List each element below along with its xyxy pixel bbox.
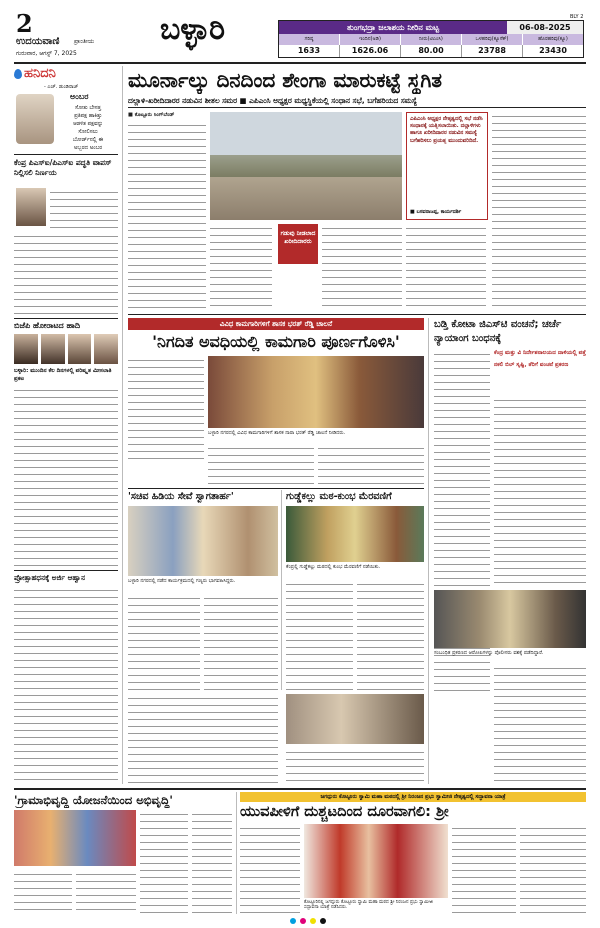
bottom-left-col2: [76, 870, 136, 914]
works-photo: [208, 356, 424, 428]
person-photo: [94, 334, 118, 364]
left-column: [14, 66, 118, 784]
guddhe-photo-2: [286, 694, 424, 744]
bottom-right-photo: [304, 824, 448, 898]
poem-title: ಅಂಬರ: [70, 92, 89, 101]
page-code: BLY 2: [570, 14, 584, 20]
story2-sub: ಬಳ್ಳಾರಿ: ಮುಂದಿನ ಕೆಲ ದಿನಗಳಲ್ಲಿ ಪರಿಷ್ಕೃತ ಮೀಸಲಾತಿ ಪ್ರಕಟ: [14, 368, 112, 382]
works-caption: ಬಳ್ಳಾರಿ ನಗರದಲ್ಲಿ ವಿವಿಧ ಕಾಮಗಾರಿಗಳಿಗೆ ಶಾಸಕ ನಾರಾ ಭರತ್ ರೆಡ್ಡಿ ಚಾಲನೆ ನೀಡಿದರು.: [208, 430, 346, 436]
right-lead-column: [492, 112, 586, 310]
divider: [14, 570, 118, 571]
story1-body-cont: [14, 232, 118, 316]
poem-line: ಪ್ರತಿಪಕ್ಷ ಹಾಕಿತ್ತು: [74, 113, 102, 119]
dam-header-row: [279, 34, 583, 45]
paper-name: ಉದಯವಾಣಿ: [16, 36, 60, 47]
column-rule: [236, 792, 237, 914]
quote-box: [406, 112, 488, 220]
dam-header: ಗರಿಷ್ಠ: [279, 34, 340, 45]
works-col1: [128, 356, 204, 460]
lead-col2: [210, 224, 272, 310]
dam-value: 23430: [539, 46, 567, 55]
story2-headline: ಬಿಜೆಪಿ ಹೋರಾಟದ ಹಾದಿ: [14, 321, 81, 330]
seva-col1: [128, 594, 200, 690]
mid-rule: [128, 488, 424, 489]
column-rule: [428, 318, 429, 784]
guddhe-photo: [286, 506, 424, 562]
guddhe-caption: ಕೆಂಪ್ರಲ್ಲಿ ಗುಡ್ಡೆಕಲ್ಲು ಮಠದಲ್ಲಿ ಕುಂಭ ಮೆರವಣಿಗೆ ನಡೆಯಿತು.: [286, 564, 381, 570]
story3-headline: ಪ್ರೋತ್ಸಾಹಧನಕ್ಕೆ ಅರ್ಜಿ ಆಹ್ವಾನ: [14, 573, 86, 582]
column-rule: [281, 490, 282, 690]
works-col2: [208, 444, 314, 484]
lead-subhead: ದಲ್ಲಾಳಿ-ಖರೀದಿದಾರರ ನಡುವಿನ ಶೀತಲ ಸಮರ ■ ಎಪಿಎಂಸಿ ಅಧ್ಯಕ್ಷರ ಮಧ್ಯಸ್ಥಿಕೆಯಲ್ಲಿ ಸಂಧಾನ ಸಭೆ, ಬಗೆಹರಿಯದ ಸಮಸ್ಯೆ: [128, 96, 417, 105]
story1-headline: ಕೆಂಪ್ರ ಪಿಎಸ್ಐ/ಪಿಎಸ್‌ಐ ಪದ್ಧತಿ ವಾಪಸ್ ನಿಲ್ಲಿಸಲಿ ನಿರ್ಣಯ: [14, 158, 112, 177]
dam-value: 1633: [279, 45, 340, 57]
divider: [14, 318, 118, 319]
dam-value-row: [279, 45, 583, 57]
date-line: ಗುರುವಾರ, ಆಗಸ್ಟ್ 7, 2025: [16, 50, 77, 57]
person-photo: [14, 334, 38, 364]
person-photo: [68, 334, 92, 364]
bottom-right-headline: ಯುವಪೀಳಿಗೆ ದುಶ್ಚಟದಿಂದ ದೂರವಾಗಲಿ: ಶ್ರೀ: [240, 804, 449, 820]
guddhe-col3: [286, 748, 424, 784]
dam-header: ಇಂದಿನ(ಅಡಿ): [340, 34, 401, 45]
bottom-rule: [14, 788, 586, 790]
drop-icon: [14, 69, 22, 79]
story1-body: [50, 188, 118, 230]
edition-label: ಪ್ರಾಂತೀಯ: [74, 38, 95, 45]
lead-rule: [128, 107, 586, 108]
bottom-left-photo: [14, 810, 136, 866]
lead-col4: [406, 224, 486, 310]
bottom-left-col4: [192, 810, 232, 914]
divider: [14, 154, 118, 155]
gst-col3: [494, 664, 586, 784]
honey-author: - ಎಚ್. ಡುಂಡಿರಾಜ್: [44, 84, 79, 90]
bottom-right-col2: [452, 824, 516, 914]
story2-body: [14, 386, 118, 568]
seva-col2: [204, 594, 278, 690]
guddhe-headline: ಗುಡ್ಡೆಕಲ್ಲು ಮಠ-ಕುಂಭ ಮೆರವಣಿಗೆ: [286, 491, 392, 502]
poem-line: ಸೋತು ಬೇಸತ್ತ: [75, 105, 101, 111]
bottom-ribbon: ಜಗದ್ಗುರು ಕೊಟ್ಟೂರು ಸ್ವಾಮಿ ಮಹಾ ಮಠದಲ್ಲಿ ಶ್ರೀ ನಿರಂಜನ ಪ್ರಭು ಸ್ವಾಮೀಜಿ ನೇತೃತ್ವದಲ್ಲಿ ಸದ್ಭಾವನಾ ಯಾತ್ರೆ: [240, 792, 586, 802]
gst-bullet: ನಕಲಿ ಬಿಲ್ ಸೃಷ್ಟಿ, ತೆರಿಗೆ ವಂಚನೆ ಪ್ರಕರಣ: [494, 361, 569, 368]
poet-photo: [16, 94, 54, 144]
bottom-left-headline: 'ಗ್ರಾಮಾಭಿವೃದ್ಧಿ ಯೋಜನೆಯಿಂದ ಅಭಿವೃದ್ಧಿ': [14, 793, 173, 807]
city-title: ಬಳ್ಳಾರಿ: [160, 12, 225, 47]
poem-line: ಬೋರ್ಡ್‌ನಲ್ಲಿ ಈ: [72, 137, 104, 143]
lead-col1: [128, 121, 206, 309]
story1-photo: [16, 188, 46, 226]
page-number: 2: [16, 9, 33, 38]
registration-marks: [290, 918, 330, 924]
gst-caption: ಸಂಬಂಧಿತ ಪ್ರಕರಣದ ಆರೋಪಿಗಳನ್ನು ಪೊಲೀಸರು ವಶಕ್ಕೆ ಪಡೆದಿದ್ದಾರೆ.: [434, 650, 544, 656]
dam-header: ಒಳಹರಿವು(ಕ್ಯೂಸೆಕ್): [462, 34, 523, 45]
quote-text: ಎಪಿಎಂಸಿ ಅಧ್ಯಕ್ಷರ ನೇತೃತ್ವದಲ್ಲಿ ಸಭೆ ನಡೆಸಿ ಸಂಧಾನಕ್ಕೆ ಯತ್ನಿಸಲಾಯಿತು. ದಲ್ಲಾಳಿಗಳು ಹಾಗೂ ಖರೀದಿದಾರರ ನಡುವಿನ ಸಮಸ್ಯೆ ಬಗೆಹರಿಸಲು ಪ್ರಯತ್ನ ಮುಂದುವರಿದಿದೆ.: [410, 116, 483, 144]
story2-photos: [14, 334, 118, 364]
pullquote-box: ಗಡುವು ನೀಡಲಾದ ಖರೀದಿದಾರರು: [278, 224, 318, 264]
works-banner: ವಿವಿಧ ಕಾಮಗಾರಿಗಳಿಗೆ ಶಾಸಕ ಭರತ್ ರೆಡ್ಡಿ ಚಾಲನೆ: [128, 318, 424, 330]
masthead-divider: [14, 62, 586, 64]
dam-date: 06-08-2025: [507, 21, 583, 34]
lead-byline: ■ ಕೊಟ್ಟೂರು ಸಿಂಗ್‌ಬೆಂಡ್: [128, 112, 175, 118]
seva-headline: 'ಸಚಿವ ಹಿಡಿಯ ಸೇವೆ ಸ್ವಾಗತಾರ್ಹ': [128, 491, 234, 502]
gst-bullet: ಕೆಂದ್ರ ಮತ್ತು ವಿ ನಿರ್ದೇಶನಾಲಯದ ದಾಳಿಯಲ್ಲಿ ಪತ್ತೆ: [494, 350, 586, 356]
bottom-right-caption: ಕೊಟ್ಟೂರಿನಲ್ಲಿ ಜಗದ್ಗುರು ಕೊಟ್ಟೂರು ಸ್ವಾಮಿ ಮಹಾ ಮಠದ ಶ್ರೀ ನಿರಂಜನ ಪ್ರಭು ಸ್ವಾಮೀಜಿ ಸದ್ಭಾವನಾ ಯಾತ್ರೆ ನಡೆಸಿದರು.: [304, 900, 433, 911]
lead-bottom-rule: [128, 314, 586, 315]
poem: [58, 104, 118, 152]
seva-photo: [128, 506, 278, 576]
dam-title: ತುಂಗಭದ್ರಾ ಜಲಾಶಯ ನೀರಿನ ಮಟ್ಟ: [279, 21, 507, 34]
gst-bullets: [494, 350, 586, 369]
bottom-right-col1: [240, 824, 300, 914]
bottom-left-col3: [140, 810, 188, 914]
dam-header: ನೀರು(ಟಿಎಂಸಿ): [401, 34, 462, 45]
poem-line: ಅಬ್ಬರದ ಅಂಬರ: [73, 145, 103, 151]
works-headline: 'ನಿಗದಿತ ಅವಧಿಯಲ್ಲಿ ಕಾಮಗಾರಿ ಪೂರ್ಣಗೊಳಿಸಿ': [152, 332, 400, 351]
gst-headline: ಬಡ್ತಿ ಕೋಟಾ ಜಿ‌ಎಸ್‌ಟಿ ವಂಚನೆ; ಚರ್ಚೆ ನ್ಯಾಯಾಂಗ ಬಂಧನಕ್ಕೆ: [434, 319, 562, 344]
seva-col3: [128, 694, 278, 784]
lead-col3: [322, 224, 402, 310]
dam-header: ಹೊರಹರಿವು(ಕ್ಯೂ): [538, 36, 568, 42]
dam-value: 1626.06: [340, 45, 401, 57]
poem-line: ಆಡಳಿತ ಪಕ್ಷವನ್ನು: [73, 121, 103, 127]
poem-line: ಸೋಲಿಸಲು: [78, 129, 98, 135]
story3-body: [14, 586, 118, 784]
gst-photo: [434, 590, 586, 648]
column-rule: [122, 66, 123, 784]
guddhe-col1: [286, 580, 353, 690]
person-photo: [41, 334, 65, 364]
gst-col2: [494, 396, 586, 586]
dam-value: 23788: [462, 45, 523, 57]
lead-headline: ಮೂರ್ನಾಲ್ಕು ದಿನದಿಂದ ಶೇಂಗಾ ಮಾರುಕಟ್ಟೆ ಸ್ಥಗಿತ: [128, 68, 442, 92]
masthead: [0, 0, 600, 62]
dam-level-box: [278, 20, 584, 58]
works-col3: [318, 444, 424, 484]
lead-photo: [210, 112, 402, 220]
honey-title: ಹನಿದನಿ: [14, 66, 56, 81]
dam-value: 80.00: [401, 45, 462, 57]
quote-attrib: ■ ಬಸವರಾಜಪ್ಪ, ಕಾರ್ಯದರ್ಶಿ: [410, 209, 462, 215]
guddhe-col2: [357, 580, 424, 690]
bottom-left-col1: [14, 870, 72, 914]
bottom-right-col3: [520, 824, 586, 914]
right-lead-body: [492, 112, 586, 310]
seva-caption: ಬಳ್ಳಾರಿ ನಗರದಲ್ಲಿ ನಡೆದ ಕಾರ್ಯಕ್ರಮದಲ್ಲಿ ಗಣ್ಯರು ಭಾಗವಹಿಸಿದ್ದರು.: [128, 578, 236, 584]
